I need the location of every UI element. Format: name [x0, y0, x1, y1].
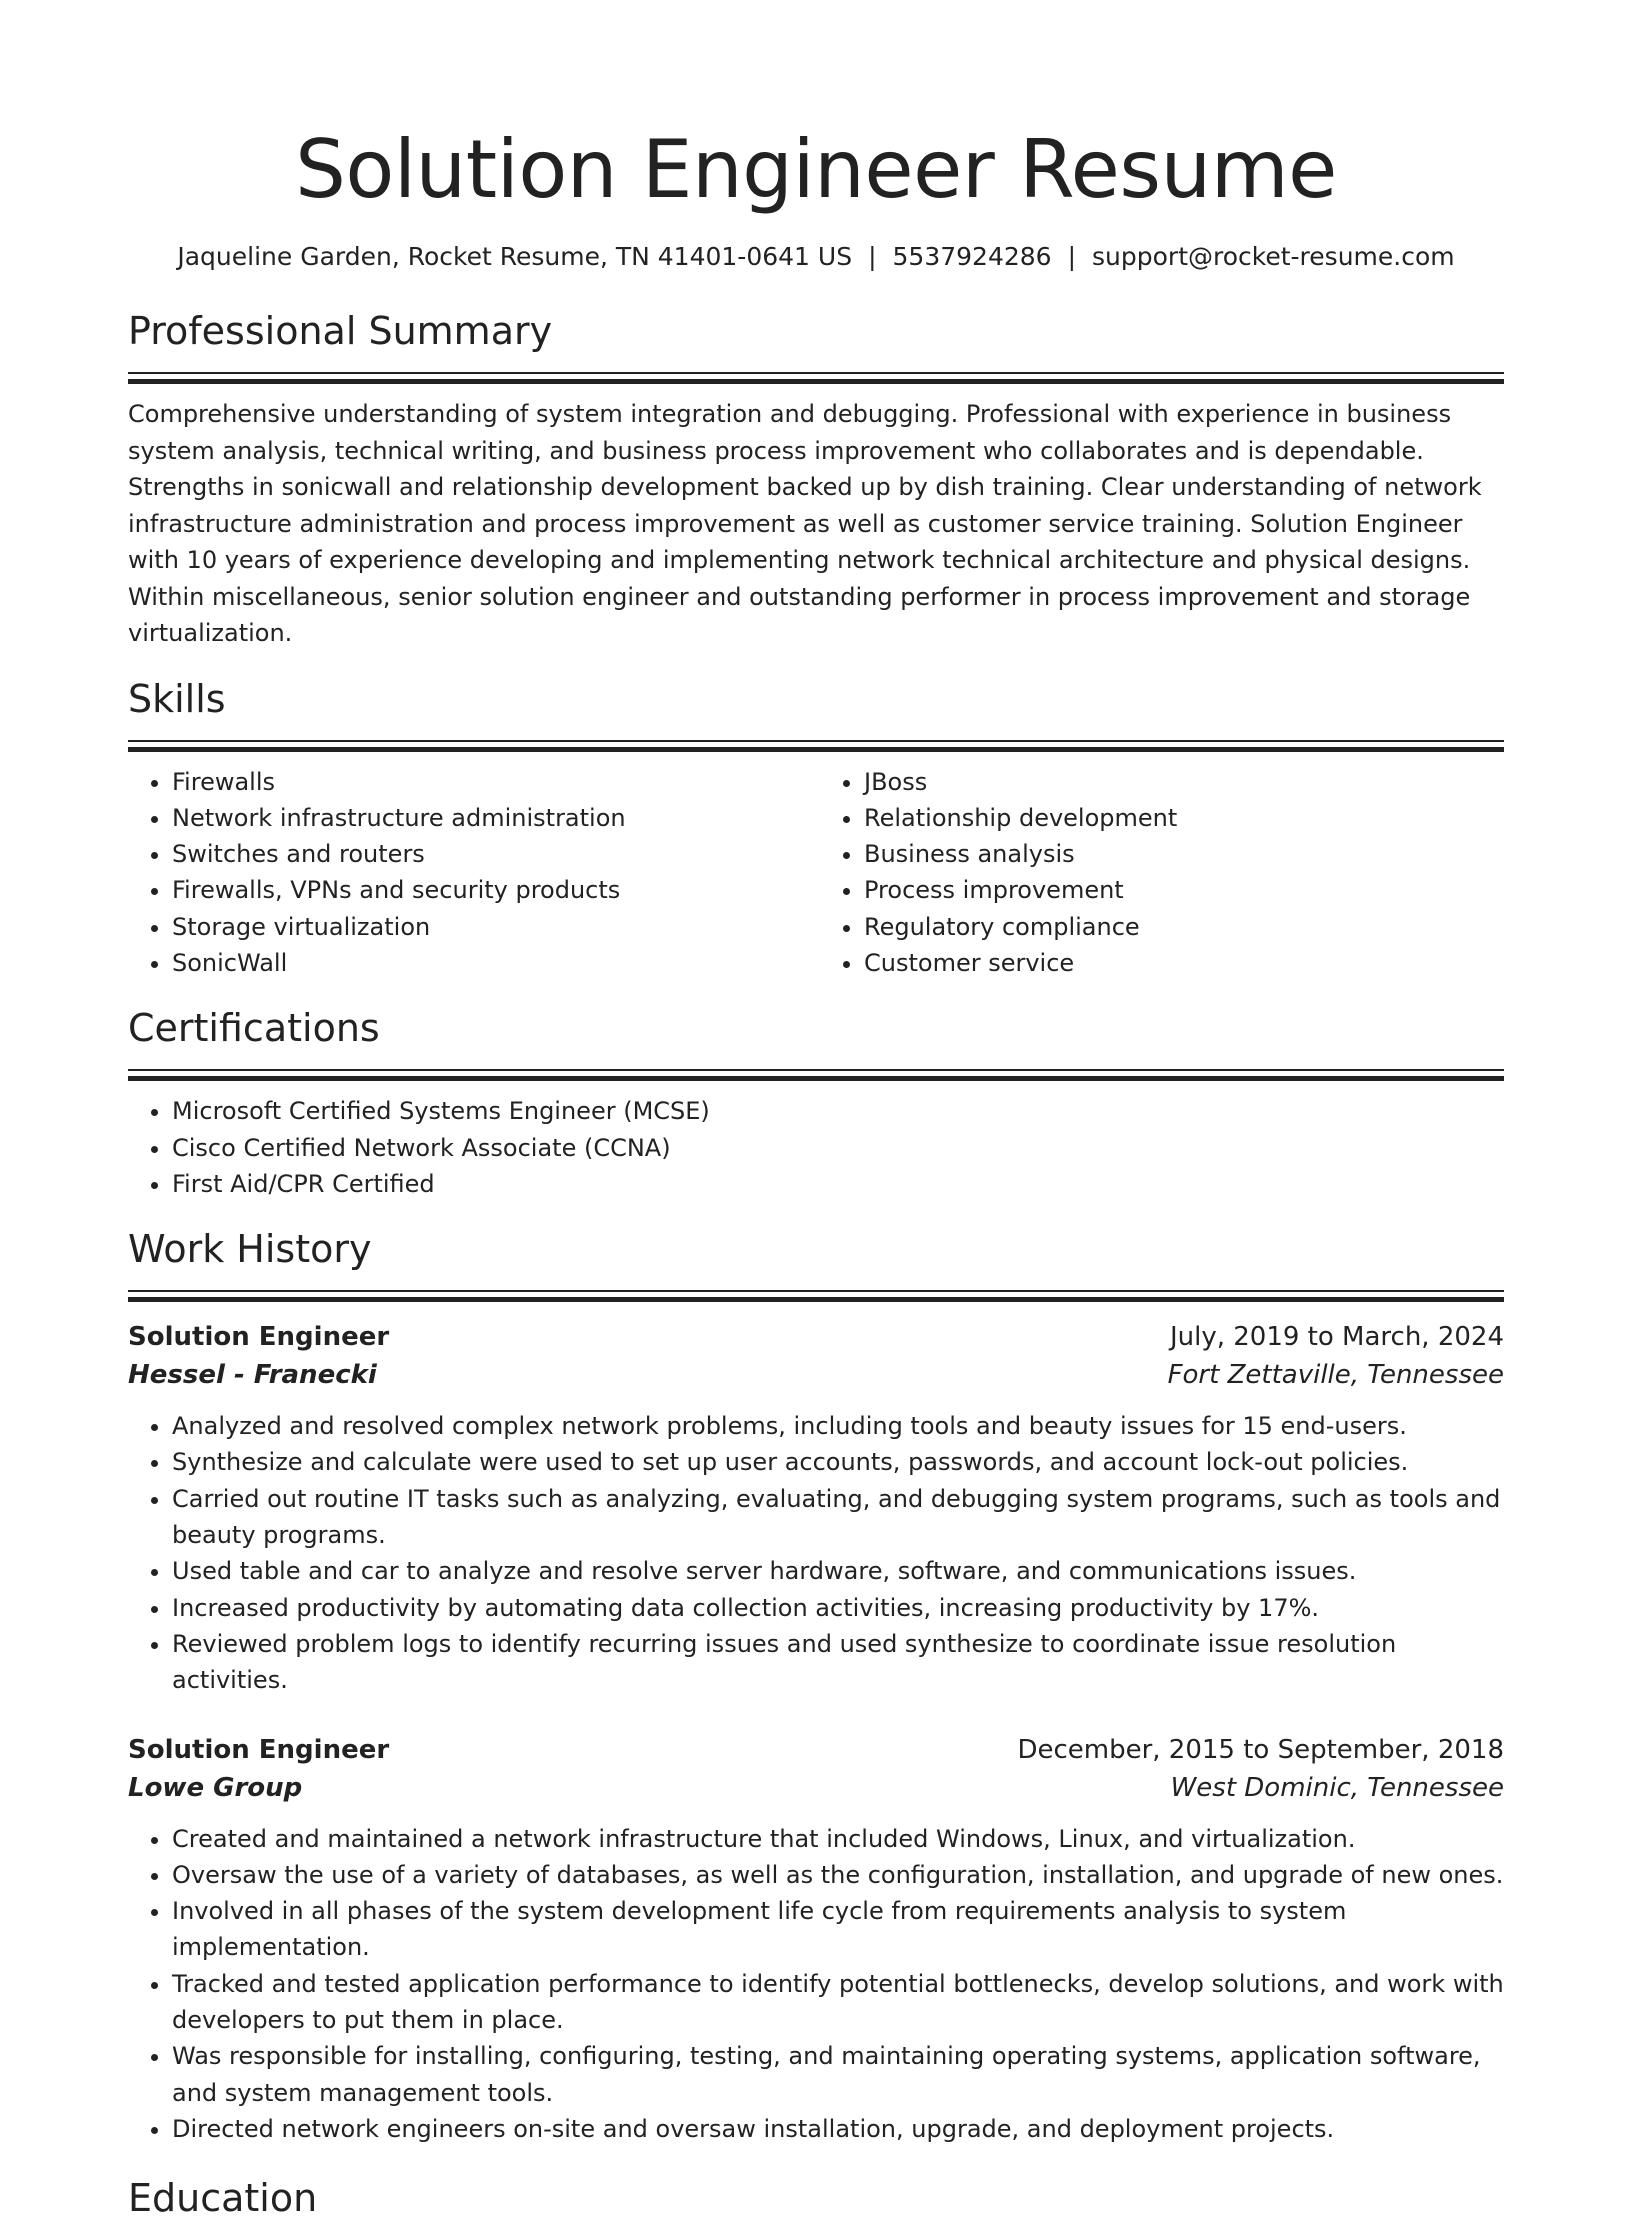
- job-bullet: • Carried out routine IT tasks such as analyzing, evaluating, and debugging system programs, such as tools and beauty programs.: [172, 1481, 1504, 1554]
- job-bullet: • Was responsible for installing, configuring, testing, and maintaining operating systems, application software, and system management tools.: [172, 2038, 1504, 2111]
- job-bullet: • Involved in all phases of the system development life cycle from requirements analysis to system implementation.: [172, 1893, 1504, 1966]
- skill-item: • Switches and routers: [172, 836, 816, 872]
- section-heading-skills: Skills: [128, 676, 226, 721]
- job-title: Solution Engineer: [128, 1734, 390, 1765]
- skill-item: • Customer service: [864, 945, 1504, 981]
- skill-item: • Storage virtualization: [172, 909, 816, 945]
- education-section: [128, 2173, 1504, 2223]
- job-subheader: [128, 1769, 1504, 1807]
- summary-text: Comprehensive understanding of system integration and debugging. Professional with experience in business system analysis, technical writing, and business process improvement who collaborates and is dependable. Strengths in sonicwall and relationship development backed up by dish training. Clear understanding of network infrastructure administration and process improvement as well as customer service training. Solution Engineer with 10 years of experience developing and implementing network technical architecture and physical designs. Within miscellaneous, senior solution engineer and outstanding performer in process improvement and storage virtualization.: [128, 400, 1482, 647]
- contact-phone: 5537924286: [892, 242, 1052, 271]
- job-company: Lowe Group: [128, 1772, 303, 1803]
- contact-separator: |: [1067, 242, 1077, 271]
- certifications-section: [128, 1003, 1504, 1202]
- skill-item: • JBoss: [864, 764, 1504, 800]
- job-bullet: • Used table and car to analyze and resolve server hardware, software, and communications issues.: [172, 1553, 1504, 1589]
- job-entry: [128, 1318, 1504, 1698]
- summary-section: [128, 306, 1504, 652]
- job-bullet: • Directed network engineers on-site and oversaw installation, upgrade, and deployment projects.: [172, 2111, 1504, 2147]
- job-dates: July, 2019 to March, 2024: [1169, 1322, 1504, 1353]
- job-location: West Dominic, Tennessee: [1170, 1772, 1504, 1803]
- skill-item: • Business analysis: [864, 836, 1504, 872]
- skill-item: • Relationship development: [864, 800, 1504, 836]
- skill-item: • SonicWall: [172, 945, 816, 981]
- section-heading-certifications: Certifications: [128, 1006, 380, 1051]
- job-bullets: [128, 1821, 1504, 2148]
- skill-item: • Firewalls: [172, 764, 816, 800]
- skills-list-right: [816, 764, 1504, 982]
- contact-address: Jaqueline Garden, Rocket Resume, TN 41401-0641 US: [177, 242, 853, 271]
- job-location: Fort Zettaville, Tennessee: [1167, 1360, 1504, 1391]
- skill-item: • Process improvement: [864, 872, 1504, 908]
- contact-separator: |: [868, 242, 877, 271]
- job-bullet: • Reviewed problem logs to identify recurring issues and used synthesize to coordinate issue resolution activities.: [172, 1626, 1504, 1699]
- section-divider: [128, 1069, 1504, 1081]
- section-heading-education: Education: [128, 2176, 318, 2221]
- section-divider: [128, 372, 1504, 384]
- certification-item: • First Aid/CPR Certified: [172, 1166, 1504, 1202]
- job-header: [128, 1731, 1504, 1769]
- job-bullet: • Analyzed and resolved complex network problems, including tools and beauty issues for 15 end-users.: [172, 1408, 1504, 1444]
- job-entry: [128, 1731, 1504, 2148]
- job-header: [128, 1318, 1504, 1356]
- skill-item: • Regulatory compliance: [864, 909, 1504, 945]
- job-bullet: • Tracked and tested application performance to identify potential bottlenecks, develop solutions, and work with developers to put them in place.: [172, 1966, 1504, 2039]
- job-bullet: • Oversaw the use of a variety of databases, as well as the configuration, installation, and upgrade of new ones.: [172, 1857, 1504, 1893]
- section-divider: [128, 1290, 1504, 1302]
- contact-line: [128, 240, 1504, 274]
- section-heading-summary: Professional Summary: [128, 309, 553, 353]
- skills-section: [128, 674, 1504, 982]
- job-title: Solution Engineer: [128, 1322, 390, 1353]
- skills-columns: [128, 764, 1504, 982]
- job-bullet: • Synthesize and calculate were used to set up user accounts, passwords, and account lock-out policies.: [172, 1444, 1504, 1480]
- resume-title: Solution Engineer Resume: [295, 123, 1337, 216]
- skill-item: • Network infrastructure administration: [172, 800, 816, 836]
- certification-item: • Microsoft Certified Systems Engineer (MCSE): [172, 1093, 1504, 1129]
- skills-list-left: [128, 764, 816, 982]
- job-dates: December, 2015 to September, 2018: [1017, 1734, 1504, 1765]
- job-bullet: • Created and maintained a network infrastructure that included Windows, Linux, and virtualization.: [172, 1821, 1504, 1857]
- job-bullets: [128, 1408, 1504, 1698]
- certification-item: • Cisco Certified Network Associate (CCNA): [172, 1130, 1504, 1166]
- contact-email: support@rocket-resume.com: [1092, 242, 1455, 271]
- skill-item: • Firewalls, VPNs and security products: [172, 872, 816, 908]
- certifications-list: [128, 1093, 1504, 1202]
- section-heading-work-history: Work History: [128, 1227, 372, 1272]
- resume-page: [128, 0, 1504, 2223]
- job-bullet: • Increased productivity by automating data collection activities, increasing productivity by 17%.: [172, 1590, 1504, 1626]
- work-history-section: [128, 1224, 1504, 2147]
- job-subheader: [128, 1356, 1504, 1394]
- section-divider: [128, 740, 1504, 752]
- job-company: Hessel - Franecki: [128, 1360, 377, 1391]
